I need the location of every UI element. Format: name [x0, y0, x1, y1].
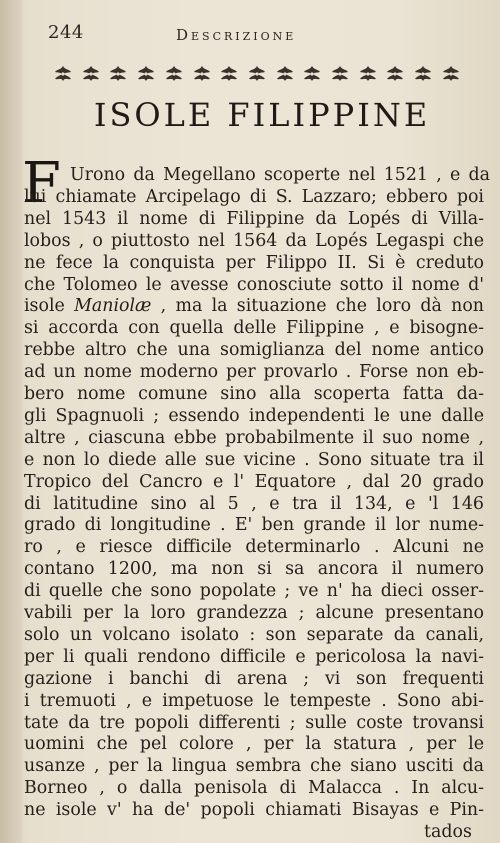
drop-cap: F — [22, 151, 61, 216]
text-line: vabili per la loro grandezza ; alcune presentano — [24, 603, 484, 623]
text-line: gazione i banchi di arena ; vi son frequenti — [24, 668, 484, 689]
fleuron-icon — [329, 64, 351, 84]
fleuron-icon — [301, 64, 323, 84]
body-text — [24, 160, 494, 842]
text-line: solo un volcano isolato : son separate da canali, — [24, 624, 484, 645]
page-gutter — [0, 0, 22, 843]
fleuron-icon — [384, 64, 406, 84]
fleuron-icon — [246, 64, 268, 84]
chapter-title: ISOLE FILIPPINE — [93, 96, 431, 134]
fleuron-icon — [135, 64, 157, 84]
text-line: ne fece la conquista per Filippo II. Si è creduto — [24, 252, 484, 273]
text-line: di quelle che sono popolate ; ve n' ha dieci osser- — [24, 581, 484, 602]
text-line: ad un nome moderno per provarlo . Forse non eb- — [24, 362, 484, 383]
text-line: e non lo diede alle sue vicine . Sono situate tra il — [24, 449, 484, 470]
text-line: per li quali rendono difficile e pericolosa la navi- — [24, 646, 484, 667]
page-number: 244 — [48, 22, 84, 43]
catchword: tados — [424, 822, 472, 842]
fleuron-icon — [52, 64, 74, 84]
text-line: gli Spagnuoli ; essendo independenti le une dalle — [24, 405, 484, 426]
text-line: che Tolomeo le avesse conosciute sotto il nome d' — [24, 274, 484, 295]
text-line: grado di longitudine . E' ben grande il lor nume- — [24, 515, 484, 536]
text-line: altre , ciascuna ebbe probabilmente il suo nome , — [24, 427, 484, 448]
text-line: Urono da Megellano scoperte nel 1521 , e da — [70, 165, 490, 185]
fleuron-ornament-row — [52, 62, 462, 86]
fleuron-icon — [440, 64, 462, 84]
text-line: ne isole v' ha de' popoli chiamati Bisayas e Pin- — [24, 800, 484, 821]
text-line: lui chiamate Arcipelago di S. Lazzaro; ebbero poi — [24, 186, 484, 207]
fleuron-icon — [218, 64, 240, 84]
text-line: lobos , o piuttosto nel 1564 da Lopés Legaspi che — [24, 230, 484, 251]
text-line: usanze , per la lingua sembra che siano usciti da — [24, 756, 484, 777]
fleuron-icon — [357, 64, 379, 84]
text-line: Tropico del Cancro e l' Equatore , dal 20 grado — [24, 471, 484, 492]
text-line: si accorda con quella delle Filippine , e bisogne- — [24, 318, 484, 339]
text-line: contano 1200, ma non si sa ancora il numero — [24, 559, 484, 580]
text-line: tate da tre popoli differenti ; sulle coste trovansi — [24, 712, 484, 733]
text-line: uomini che pel colore , per la statura , per le — [24, 734, 484, 755]
fleuron-icon — [163, 64, 185, 84]
text-line: nel 1543 il nome di Filippine da Lopés di Villa- — [24, 208, 484, 229]
text-line: Borneo , o dalla penisola di Malacca . In alcu- — [24, 778, 484, 799]
page-header — [48, 22, 348, 46]
fleuron-icon — [80, 64, 102, 84]
fleuron-icon — [274, 64, 296, 84]
text-line: ro , e riesce difficile determinarlo . Alcuni ne — [24, 537, 484, 558]
fleuron-icon — [107, 64, 129, 84]
text-line: bero nome comune sino alla scoperta fatta da- — [24, 384, 484, 404]
text-line: isole Maniolæ , ma la situazione che loro dà non — [24, 296, 484, 317]
fleuron-icon — [191, 64, 213, 84]
fleuron-icon — [412, 64, 434, 84]
running-head: Descrizione — [176, 26, 297, 44]
text-line: i tremuoti , e impetuose le tempeste . Sono abi- — [24, 690, 484, 711]
text-line: rebbe altro che una somiglianza del nome antico — [24, 340, 484, 361]
text-line: di latitudine sino al 5 , e tra il 134, e 'l 146 — [24, 493, 484, 514]
